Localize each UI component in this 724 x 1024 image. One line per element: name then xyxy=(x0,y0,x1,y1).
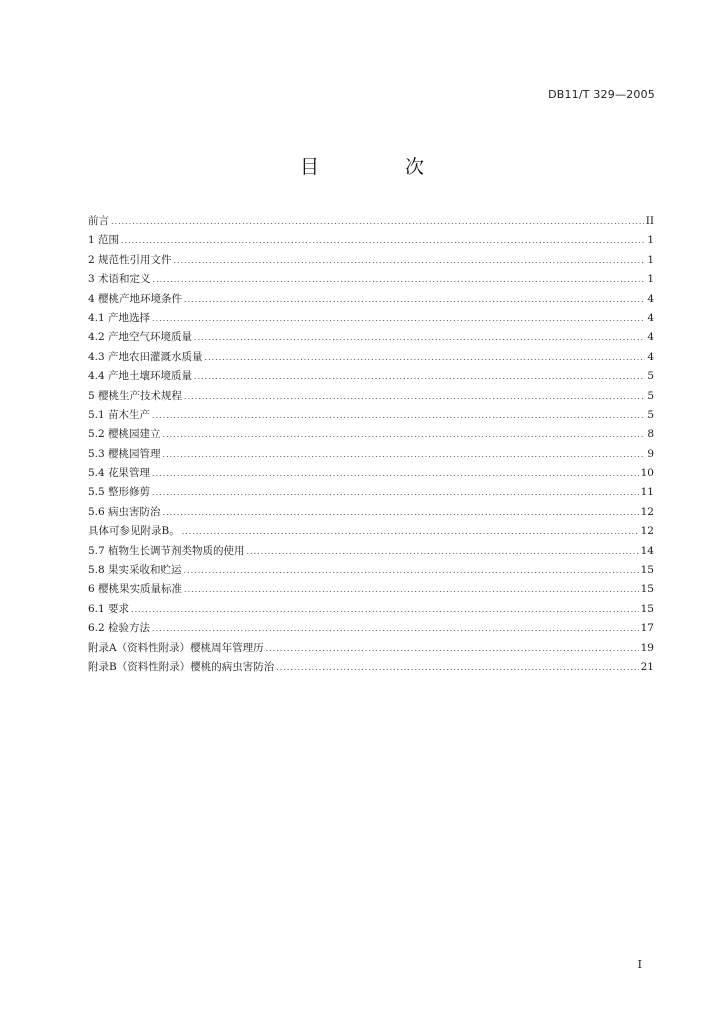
toc-entry-page: 5 xyxy=(647,370,654,383)
toc-entry-label: 4.4 产地土壤环境质量 xyxy=(88,370,193,383)
toc-entry-label: 6.2 检验方法 xyxy=(88,622,151,635)
toc-entry-page: 15 xyxy=(640,583,654,596)
toc-entry[interactable] xyxy=(88,658,654,677)
toc-entry-label: 6.1 要求 xyxy=(88,602,130,615)
toc-entry-label: 4.2 产地空气环境质量 xyxy=(88,331,193,344)
toc-entry-page: 1 xyxy=(647,253,654,266)
toc-dot-leader xyxy=(163,503,639,522)
toc-entry-page: 1 xyxy=(647,234,654,247)
toc-entry-label: 4 樱桃产地环境条件 xyxy=(88,292,183,305)
toc-entry[interactable] xyxy=(88,542,654,561)
toc-entry[interactable] xyxy=(88,639,654,658)
toc-entry-label: 5.7 植物生长调节剂类物质的使用 xyxy=(88,544,245,557)
table-of-contents xyxy=(88,212,654,677)
toc-dot-leader xyxy=(152,309,645,328)
toc-entry-page: 8 xyxy=(647,428,654,441)
page-title: 目 次 xyxy=(299,156,465,178)
toc-dot-leader xyxy=(153,270,646,289)
toc-entry[interactable] xyxy=(88,367,654,386)
toc-entry[interactable] xyxy=(88,483,654,502)
toc-dot-leader xyxy=(194,367,645,386)
toc-entry-label: 5 樱桃生产技术规程 xyxy=(88,389,183,402)
toc-entry[interactable] xyxy=(88,387,654,406)
toc-entry-page: 10 xyxy=(640,467,654,480)
toc-entry-page: 4 xyxy=(647,331,654,344)
toc-entry[interactable] xyxy=(88,600,654,619)
toc-dot-leader xyxy=(182,522,639,541)
toc-entry-page: 15 xyxy=(640,602,654,615)
toc-entry-label: 5.6 病虫害防治 xyxy=(88,505,161,518)
toc-entry-label: 4.3 产地农田灌溉水质量 xyxy=(88,350,203,363)
toc-entry[interactable] xyxy=(88,561,654,580)
toc-dot-leader xyxy=(174,251,646,270)
toc-entry[interactable] xyxy=(88,309,654,328)
toc-dot-leader xyxy=(184,580,639,599)
toc-entry-page: 11 xyxy=(640,486,654,499)
toc-dot-leader xyxy=(111,212,644,231)
toc-entry-page: 5 xyxy=(647,408,654,421)
toc-dot-leader xyxy=(152,464,639,483)
toc-entry-page: 9 xyxy=(647,447,654,460)
toc-dot-leader xyxy=(184,290,645,309)
toc-entry[interactable] xyxy=(88,503,654,522)
toc-dot-leader xyxy=(152,406,645,425)
toc-dot-leader xyxy=(121,231,645,250)
toc-entry-label: 附录A（资料性附录）樱桃周年管理历 xyxy=(88,641,264,654)
toc-dot-leader xyxy=(184,561,639,580)
toc-entry[interactable] xyxy=(88,251,654,270)
toc-entry-label: 具体可参见附录B。 xyxy=(88,525,180,538)
toc-entry[interactable] xyxy=(88,328,654,347)
toc-entry-page: 14 xyxy=(640,544,654,557)
toc-dot-leader xyxy=(205,348,646,367)
toc-dot-leader xyxy=(163,445,646,464)
toc-dot-leader xyxy=(152,483,639,502)
toc-entry[interactable] xyxy=(88,580,654,599)
toc-entry[interactable] xyxy=(88,619,654,638)
toc-entry[interactable] xyxy=(88,212,654,231)
toc-dot-leader xyxy=(194,328,645,347)
toc-entry-page: II xyxy=(645,215,654,227)
toc-entry-label: 前言 xyxy=(88,215,109,227)
toc-entry-page: 4 xyxy=(647,350,654,363)
toc-entry[interactable] xyxy=(88,231,654,250)
toc-entry[interactable] xyxy=(88,348,654,367)
toc-dot-leader xyxy=(131,600,639,619)
toc-entry-page: 15 xyxy=(640,564,654,577)
toc-entry[interactable] xyxy=(88,425,654,444)
toc-entry[interactable] xyxy=(88,290,654,309)
toc-entry-label: 5.1 苗木生产 xyxy=(88,408,151,421)
toc-entry-label: 3 术语和定义 xyxy=(88,273,151,286)
toc-entry-label: 附录B（资料性附录）樱桃的病虫害防治 xyxy=(88,660,275,673)
toc-dot-leader xyxy=(276,658,638,677)
toc-entry-label: 5.3 樱桃园管理 xyxy=(88,447,161,460)
toc-dot-leader xyxy=(266,639,639,658)
toc-entry-label: 5.8 果实采收和贮运 xyxy=(88,564,182,577)
toc-dot-leader xyxy=(184,387,645,406)
toc-entry-label: 5.5 整形修剪 xyxy=(88,486,151,499)
toc-entry-label: 1 范围 xyxy=(88,234,120,247)
toc-entry-label: 6 樱桃果实质量标准 xyxy=(88,583,183,596)
toc-entry-page: 5 xyxy=(647,389,654,402)
toc-entry-page: 19 xyxy=(640,641,654,654)
toc-entry[interactable] xyxy=(88,464,654,483)
toc-entry-page: 4 xyxy=(647,311,654,324)
page-number: I xyxy=(637,958,642,971)
toc-entry-page: 1 xyxy=(647,273,654,286)
toc-entry-label: 5.2 樱桃园建立 xyxy=(88,428,161,441)
toc-entry[interactable] xyxy=(88,522,654,541)
toc-entry-page: 4 xyxy=(647,292,654,305)
toc-entry-page: 12 xyxy=(640,525,654,538)
toc-entry-label: 4.1 产地选择 xyxy=(88,311,151,324)
toc-dot-leader xyxy=(247,542,639,561)
toc-entry[interactable] xyxy=(88,406,654,425)
toc-entry[interactable] xyxy=(88,445,654,464)
toc-dot-leader xyxy=(152,619,639,638)
toc-entry-page: 12 xyxy=(640,505,654,518)
toc-entry-page: 17 xyxy=(640,622,654,635)
toc-dot-leader xyxy=(163,425,646,444)
toc-entry-label: 5.4 花果管理 xyxy=(88,467,151,480)
toc-entry[interactable] xyxy=(88,270,654,289)
standard-code: DB11/T 329—2005 xyxy=(548,88,655,101)
toc-entry-page: 21 xyxy=(640,660,654,673)
toc-entry-label: 2 规范性引用文件 xyxy=(88,253,172,266)
